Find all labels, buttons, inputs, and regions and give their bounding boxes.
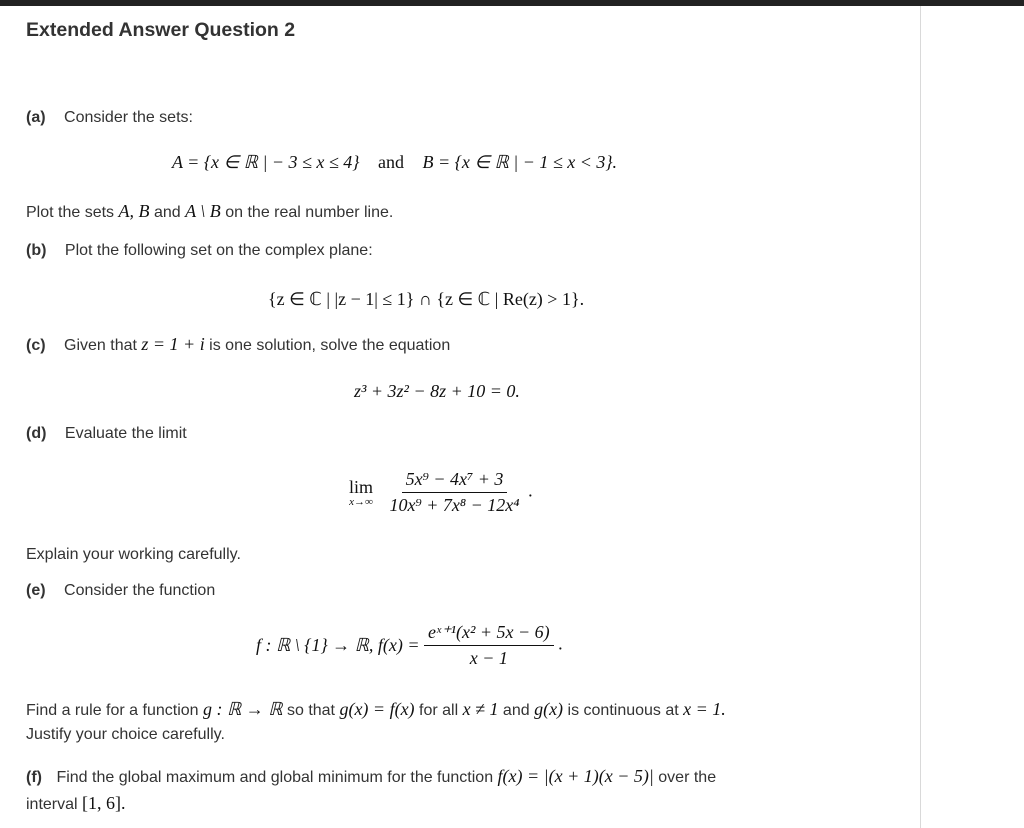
part-a-sets [172, 152, 617, 173]
part-e-find-line2: Justify your choice carefully. [26, 726, 225, 743]
part-d-limit [349, 469, 533, 516]
page-title: Extended Answer Question 2 [26, 19, 296, 41]
question-panel [0, 6, 921, 828]
part-b-intro-text: Plot the following set on the complex plane: [64, 242, 373, 259]
limit-period: . [528, 480, 533, 501]
find-gx: g(x) [534, 699, 564, 719]
function-fraction [424, 622, 554, 669]
part-c-pre: Given that [64, 337, 137, 354]
part-f-function: f(x) = |(x + 1)(x − 5)| [497, 766, 654, 786]
set-a: A = {x ∈ ℝ | − 3 ≤ x ≤ 4} [172, 152, 360, 172]
find-continuous: is continuous at [567, 702, 679, 719]
part-c-solution: z = 1 + i [141, 334, 205, 354]
function-definition: f : ℝ \ {1} → ℝ, f(x) = [256, 635, 420, 655]
find-x-equals-1: x = 1. [683, 699, 726, 719]
find-mid: so that [286, 702, 335, 719]
limit-numerator: 5x⁹ − 4x⁷ + 3 [402, 469, 508, 493]
function-numerator: eˣ⁺¹(x² + 5x − 6) [424, 622, 554, 646]
limit-fraction [386, 469, 524, 516]
plot-text-pre: Plot the sets [26, 204, 115, 221]
part-b-expression: {z ∈ ℂ | |z − 1| ≤ 1} ∩ {z ∈ ℂ | Re(z) > 1}. [268, 289, 585, 309]
plot-text-post: on the real number line. [225, 204, 394, 221]
interval-word: interval [26, 796, 78, 813]
part-c-intro [26, 334, 450, 355]
find-pre: Find a rule for a function [26, 702, 199, 719]
lim-subscript: x→∞ [349, 496, 373, 508]
find-for-all: for all [419, 702, 459, 719]
part-c-label: (c) [26, 337, 46, 354]
find-condition: x ≠ 1 [462, 699, 499, 719]
and-word: and [377, 152, 404, 172]
part-c-post: is one solution, solve the equation [209, 337, 451, 354]
part-f-post: over the [658, 769, 717, 786]
part-a-intro-text: Consider the sets: [64, 109, 193, 126]
part-d-explain: Explain your working carefully. [26, 546, 241, 563]
part-c-equation: z³ + 3z² − 8z + 10 = 0. [354, 381, 520, 401]
part-e-label: (e) [26, 582, 46, 599]
part-f-line1 [26, 766, 716, 787]
part-a-intro [26, 109, 193, 127]
limit-operator [349, 477, 373, 508]
part-d-intro-text: Evaluate the limit [64, 425, 187, 442]
part-a-label: (a) [26, 109, 46, 126]
part-e-intro [26, 582, 215, 600]
function-denominator: x − 1 [469, 648, 508, 668]
lim-word: lim [349, 477, 374, 497]
limit-denominator: 10x⁹ + 7x⁸ − 12x⁴ [389, 495, 520, 515]
part-f-label: (f) [26, 769, 42, 786]
part-b-intro [26, 242, 373, 260]
find-and: and [502, 702, 530, 719]
part-d-label: (d) [26, 425, 47, 442]
interval-value: [1, 6]. [82, 793, 126, 813]
part-e-find-line1 [26, 699, 726, 720]
set-b: B = {x ∈ ℝ | − 1 ≤ x < 3}. [422, 152, 618, 172]
plot-set-difference: A \ B [185, 201, 221, 221]
plot-sets-ab: A, B [118, 201, 150, 221]
find-g-map: g : ℝ → ℝ [203, 699, 283, 719]
part-f-line2 [26, 793, 126, 814]
part-a-plot-instruction [26, 201, 393, 222]
function-period: . [558, 633, 563, 654]
find-equality: g(x) = f(x) [339, 699, 415, 719]
part-f-pre: Find the global maximum and global minimum for the function [56, 769, 494, 786]
part-e-intro-text: Consider the function [64, 582, 216, 599]
part-b-label: (b) [26, 242, 47, 259]
plot-text-and: and [153, 204, 181, 221]
part-d-intro [26, 425, 187, 443]
part-e-function [256, 622, 563, 669]
